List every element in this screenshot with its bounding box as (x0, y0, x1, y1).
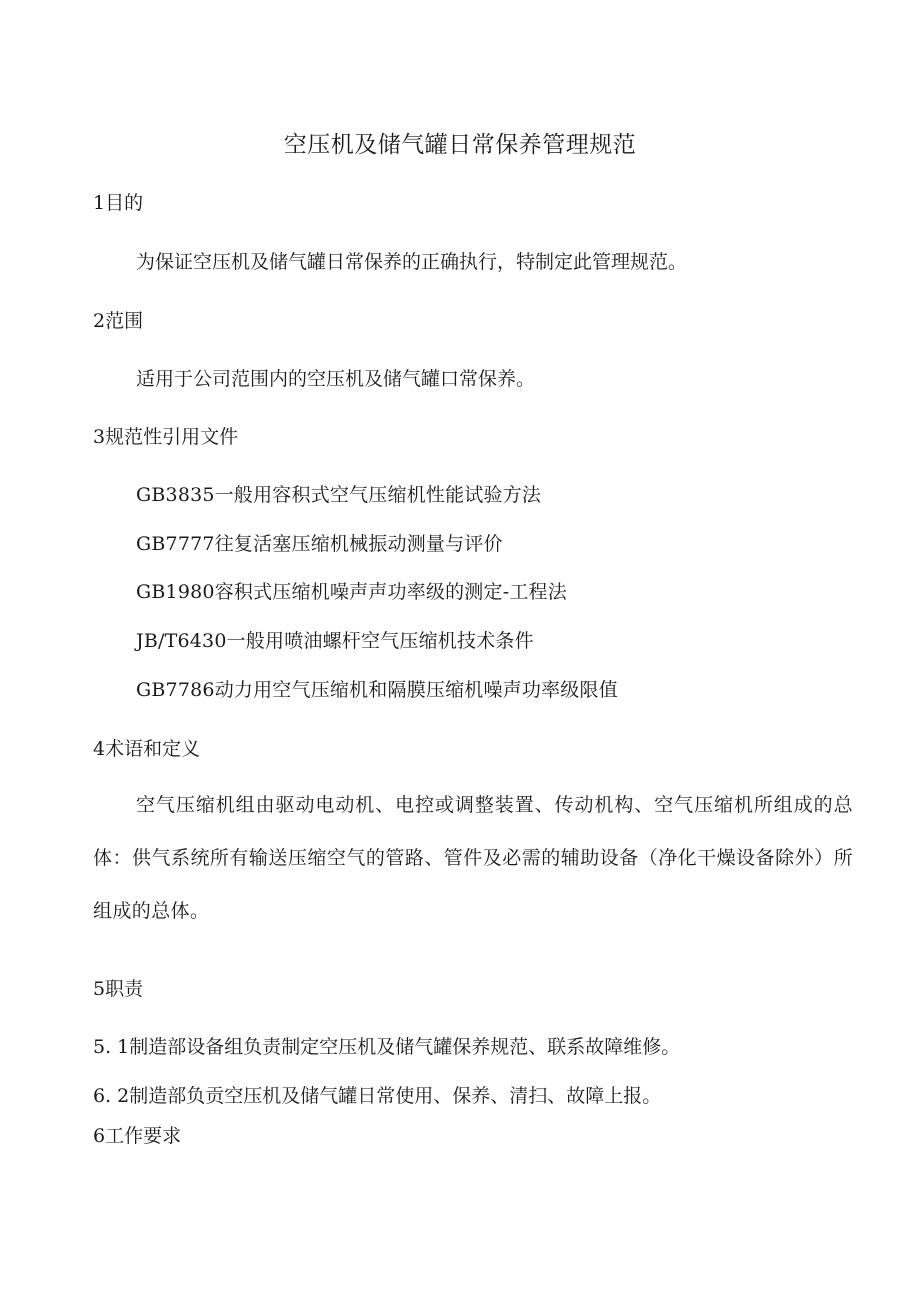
section-heading-purpose: 1目的 (93, 192, 144, 214)
section-heading-terms: 4术语和定义 (93, 738, 201, 760)
reference-item: GB1980容积式压缩机噪声声功率级的测定-工程法 (136, 581, 567, 603)
section-heading-references: 3规范性引用文件 (93, 426, 239, 448)
scope-text: 适用于公司范围内的空压机及储气罐口常保养。 (136, 368, 536, 390)
purpose-text: 为保证空压机及储气罐日常保养的正确执行，特制定此管理规范。 (136, 251, 688, 273)
section-heading-scope: 2范围 (93, 310, 144, 332)
terms-text: 空气压缩机组由驱动电动机、电控或调整装置、传动机构、空气压缩机所组成的总体：供气系统所有输送压缩空气的管路、管件及必需的辅助设备（净化干燥设备除外）所组成的总体。 (93, 794, 853, 922)
reference-item: GB7777往复活塞压缩机械振动测量与评价 (136, 533, 503, 555)
reference-item: GB3835一般用容积式空气压缩机性能试验方法 (136, 484, 542, 506)
section-heading-duties: 5职责 (93, 978, 144, 1000)
reference-item: JB/T6430一般用喷油螺杆空气压缩机技术条件 (136, 630, 534, 652)
duty-item: 6. 2制造部负贡空压机及储气罐日常使用、保养、清扫、故障上报。 (93, 1085, 662, 1107)
section-heading-requirements: 6工作要求 (93, 1125, 182, 1147)
duty-item: 5. 1制造部设备组负责制定空压机及储气罐保养规范、联系故障维修。 (93, 1036, 681, 1058)
document-title: 空压机及储气罐日常保养管理规范 (283, 132, 637, 158)
reference-item: GB7786动力用空气压缩机和隔膜压缩机噪声功率级限值 (136, 679, 618, 701)
